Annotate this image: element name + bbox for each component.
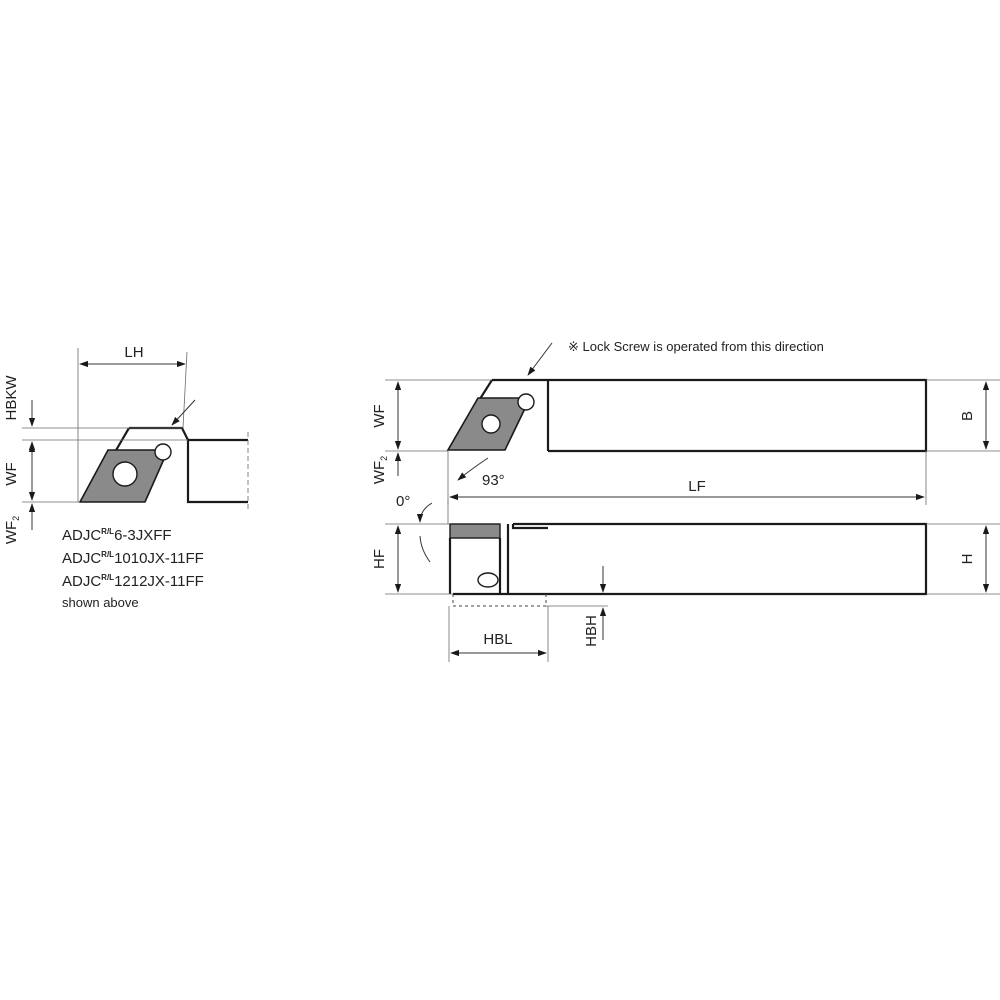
main-insert-hole: [482, 415, 500, 433]
model-1: $ADJC^{R/L}6-3JXFF$: [62, 527, 172, 544]
hbkw-label: HBKW: [3, 375, 20, 421]
main-side-view: [371, 493, 1000, 662]
wf2-label: $WF_2$: [371, 455, 389, 485]
lock-screw-arrow: [528, 343, 552, 375]
b-label: B: [959, 410, 976, 422]
zero-angle-arc: [420, 503, 432, 522]
wf2-small-label: $WF_2$: [3, 515, 21, 545]
zero-angle-arc-lower: [420, 536, 430, 562]
model-2: $ADJC^{R/L}1010JX-11FF$: [62, 550, 204, 567]
model-list: [62, 527, 204, 610]
wf-label: WF: [371, 404, 388, 428]
h-label: H: [959, 553, 976, 565]
angle-93-label: 93°: [482, 472, 505, 489]
side-shank-outline: [453, 524, 926, 594]
main-shank-outline: [478, 380, 926, 451]
small-lock-screw: [155, 444, 171, 460]
hf-label: HF: [371, 549, 388, 569]
angle-0-label: 0°: [396, 493, 411, 510]
lf-label: LF: [688, 478, 706, 495]
small-top-view: [3, 344, 248, 544]
lock-screw-note: ※ Lock Screw is operated from this direction: [568, 339, 824, 354]
hbl-outline: [453, 594, 546, 606]
lh-label: LH: [124, 344, 144, 361]
wf-small-label: WF: [3, 462, 20, 486]
lh-ext-right: [183, 352, 187, 428]
hbh-label: HBH: [583, 615, 600, 647]
small-insert-hole: [113, 462, 137, 486]
model-3: $ADJC^{R/L}1212JX-11FF$: [62, 573, 204, 590]
main-top-view: [371, 339, 1000, 505]
side-insert: [450, 524, 500, 538]
main-lock-screw: [518, 394, 534, 410]
models-caption: shown above: [62, 595, 139, 610]
hbl-label: HBL: [483, 631, 513, 648]
side-screw-hole: [478, 573, 498, 587]
